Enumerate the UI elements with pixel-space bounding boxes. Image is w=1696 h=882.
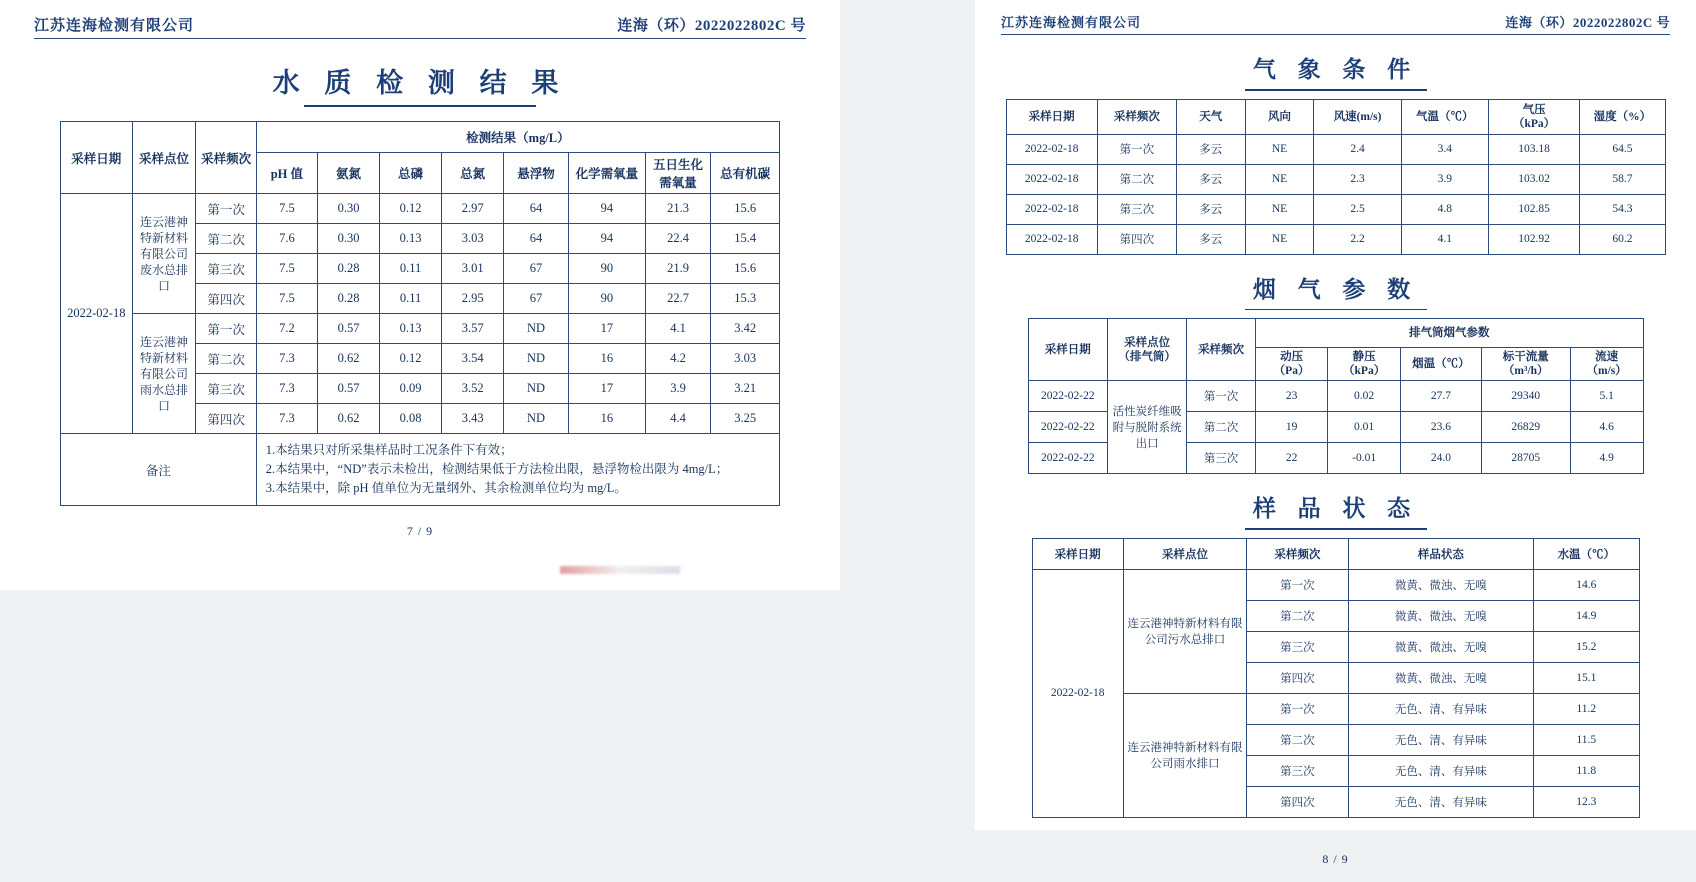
cell-value: 0.62: [317, 344, 379, 374]
cell-value: 3.03: [442, 224, 504, 254]
cell-value: 第二次: [1097, 164, 1176, 194]
col-suspended-solids: 悬浮物: [504, 153, 569, 194]
cell-value: NE: [1245, 224, 1314, 254]
cell-value: 0.57: [317, 374, 379, 404]
col-water-temperature: 水温（℃）: [1534, 538, 1639, 569]
header-report-number: 连海（环）2022022802C 号: [617, 18, 806, 34]
cell-value: 2022-02-22: [1028, 412, 1108, 443]
section-title-sample-status: 样 品 状 态: [1001, 490, 1670, 530]
col-cod: 化学需氧量: [568, 153, 645, 194]
cell-value: 23.6: [1401, 412, 1482, 443]
cell-value: 3.21: [711, 374, 780, 404]
cell-value: 第一次: [1097, 134, 1176, 164]
cell-value: 0.28: [317, 254, 379, 284]
cell-value: -0.01: [1328, 443, 1401, 474]
cell-value: NE: [1245, 134, 1314, 164]
cell-status: 无色、清、有异味: [1348, 755, 1534, 786]
table-row: [1028, 381, 1643, 412]
col-wind-direction: 风向: [1245, 99, 1314, 134]
cell-frequency: 第一次: [1247, 569, 1348, 600]
cell-frequency: 第三次: [196, 254, 256, 284]
cell-value: 2022-02-18: [1006, 194, 1097, 224]
cell-frequency: 第四次: [196, 404, 256, 434]
cell-value: 7.5: [256, 254, 317, 284]
title-underline: [1245, 528, 1427, 530]
cell-value: 7.3: [256, 374, 317, 404]
cell-frequency: 第二次: [1247, 724, 1348, 755]
cell-value: 4.6: [1570, 412, 1643, 443]
col-dynamic-pressure: [1256, 348, 1328, 381]
cell-value: 17: [568, 374, 645, 404]
col-total-nitrogen: 总氮: [442, 153, 504, 194]
water-quality-table: [60, 121, 780, 506]
cell-value: 0.09: [380, 374, 442, 404]
cell-value: 2.95: [442, 284, 504, 314]
cell-status: 微黄、微浊、无嗅: [1348, 662, 1534, 693]
cell-value: 54.3: [1580, 194, 1665, 224]
section-title-flue-gas: 烟 气 参 数: [1001, 271, 1670, 311]
table-row: [1032, 569, 1639, 600]
cell-value: 7.5: [256, 284, 317, 314]
cell-value: 0.13: [380, 314, 442, 344]
cell-value: 4.4: [645, 404, 710, 434]
weather-conditions-table: [1006, 99, 1666, 255]
cell-value: 3.9: [645, 374, 710, 404]
cell-value: 2022-02-18: [1006, 134, 1097, 164]
cell-value: 7.6: [256, 224, 317, 254]
cell-value: 103.02: [1488, 164, 1579, 194]
cell-value: 29340: [1481, 381, 1570, 412]
cell-value: 15.3: [711, 284, 780, 314]
cell-value: 0.08: [380, 404, 442, 434]
table-header-row: [1028, 319, 1643, 348]
cell-frequency: 第四次: [1247, 786, 1348, 817]
col-group-stack-params: 排气筒烟气参数: [1256, 319, 1644, 348]
page-title-water-quality: 水 质 检 测 结 果: [34, 61, 806, 107]
cell-sampling-point: 活性炭纤维吸附与脱附系统出口: [1108, 381, 1187, 474]
cell-value: 22.7: [645, 284, 710, 314]
cell-value: 22: [1256, 443, 1328, 474]
cell-value: 64: [504, 224, 569, 254]
cell-value: ND: [504, 314, 569, 344]
col-standard-dry-flow-line2: （m³/h）: [1502, 365, 1549, 378]
col-standard-dry-flow-line1: 标干流量: [1502, 351, 1549, 364]
col-ph: pH 值: [256, 153, 317, 194]
cell-value: 多云: [1176, 134, 1245, 164]
col-sampling-frequency: 采样频次: [1247, 538, 1348, 569]
table-row: [1032, 693, 1639, 724]
cell-value: 90: [568, 254, 645, 284]
cell-water-temperature: 12.3: [1534, 786, 1639, 817]
cell-value: 0.30: [317, 224, 379, 254]
cell-water-temperature: 15.1: [1534, 662, 1639, 693]
cell-value: 0.02: [1328, 381, 1401, 412]
cell-water-temperature: 11.8: [1534, 755, 1639, 786]
cell-value: 3.42: [711, 314, 780, 344]
cell-value: 2.3: [1314, 164, 1401, 194]
cell-value: 26829: [1481, 412, 1570, 443]
cell-value: 0.01: [1328, 412, 1401, 443]
cell-value: 21.3: [645, 194, 710, 224]
cell-status: 微黄、微浊、无嗅: [1348, 631, 1534, 662]
cell-value: 15.6: [711, 254, 780, 284]
cell-value: NE: [1245, 194, 1314, 224]
cell-value: 3.9: [1401, 164, 1488, 194]
remark-line: 3.本结果中，除 pH 值单位为无量纲外、其余检测单位均为 mg/L。: [265, 481, 627, 495]
title-underline: [304, 105, 536, 107]
cell-value: 2022-02-18: [1006, 224, 1097, 254]
col-static-pressure: [1328, 348, 1401, 381]
cell-value: 4.8: [1401, 194, 1488, 224]
title-underline: [1245, 89, 1427, 91]
cell-frequency: 第一次: [1187, 381, 1256, 412]
cell-value: 多云: [1176, 224, 1245, 254]
cell-value: 3.25: [711, 404, 780, 434]
cell-value: 60.2: [1580, 224, 1665, 254]
cell-frequency: 第二次: [196, 344, 256, 374]
cell-sampling-point-1: 连云港神特新材料有限公司废水总排口: [132, 194, 196, 314]
col-weather: 天气: [1176, 99, 1245, 134]
cell-frequency: 第四次: [1247, 662, 1348, 693]
cell-value: 3.01: [442, 254, 504, 284]
cell-status: 无色、清、有异味: [1348, 693, 1534, 724]
cell-frequency: 第三次: [196, 374, 256, 404]
cell-value: 4.9: [1570, 443, 1643, 474]
col-air-pressure: [1488, 99, 1579, 134]
col-sampling-point-line1: 采样点位: [1124, 336, 1171, 349]
table-row: [61, 194, 780, 224]
cell-value: 24.0: [1401, 443, 1482, 474]
cell-value: 64.5: [1580, 134, 1665, 164]
cell-value: 3.54: [442, 344, 504, 374]
cell-value: 3.03: [711, 344, 780, 374]
cell-value: 第四次: [1097, 224, 1176, 254]
col-sampling-date: 采样日期: [61, 122, 133, 194]
cell-status: 微黄、微浊、无嗅: [1348, 600, 1534, 631]
header-report-number: 连海（环）2022022802C 号: [1505, 15, 1670, 30]
cell-value: 7.3: [256, 404, 317, 434]
col-sampling-point: 采样点位: [1123, 538, 1246, 569]
cell-value: 多云: [1176, 164, 1245, 194]
table-header-row: [61, 122, 780, 153]
cell-value: 94: [568, 224, 645, 254]
col-bod5: 五日生化需氧量: [645, 153, 710, 194]
col-ammonia: 氨氮: [317, 153, 379, 194]
document-page-right: [975, 0, 1696, 866]
cell-value: 7.5: [256, 194, 317, 224]
section-title-weather: 气 象 条 件: [1001, 51, 1670, 91]
page-number-right: 8 / 9: [1322, 851, 1349, 866]
cell-water-temperature: 11.5: [1534, 724, 1639, 755]
col-stack-temperature: 烟温（℃）: [1401, 348, 1482, 381]
col-static-pressure-line1: 静压: [1352, 351, 1376, 364]
col-toc: 总有机碳: [711, 153, 780, 194]
cell-value: 0.12: [380, 344, 442, 374]
scan-smudge-mark: [560, 566, 680, 574]
cell-value: 22.4: [645, 224, 710, 254]
cell-value: 94: [568, 194, 645, 224]
cell-value: ND: [504, 404, 569, 434]
cell-frequency: 第二次: [1247, 600, 1348, 631]
cell-water-temperature: 14.6: [1534, 569, 1639, 600]
cell-value: 3.57: [442, 314, 504, 344]
col-air-pressure-line2: （kPa）: [1512, 117, 1556, 130]
cell-value: 0.11: [380, 254, 442, 284]
col-sample-status: 样品状态: [1348, 538, 1534, 569]
header-company-name: 江苏连海检测有限公司: [34, 18, 195, 34]
cell-value: 17: [568, 314, 645, 344]
cell-value: 103.18: [1488, 134, 1579, 164]
cell-water-temperature: 15.2: [1534, 631, 1639, 662]
col-sampling-frequency: 采样频次: [1187, 319, 1256, 381]
cell-value: 4.2: [645, 344, 710, 374]
col-wind-speed: 风速(m/s): [1314, 99, 1401, 134]
cell-value: 90: [568, 284, 645, 314]
col-sampling-date: 采样日期: [1032, 538, 1123, 569]
cell-value: 多云: [1176, 194, 1245, 224]
table-header-row: [1032, 538, 1639, 569]
col-sampling-point-line2: （排气筒）: [1118, 350, 1176, 363]
cell-frequency: 第三次: [1187, 443, 1256, 474]
table-row: [1006, 194, 1665, 224]
cell-frequency: 第三次: [1247, 631, 1348, 662]
col-group-results: 检测结果（mg/L）: [256, 122, 779, 153]
cell-value: 27.7: [1401, 381, 1482, 412]
cell-value: 15.4: [711, 224, 780, 254]
remark-line: 1.本结果只对所采集样品时工况条件下有效；: [265, 443, 513, 457]
cell-value: 7.2: [256, 314, 317, 344]
col-static-pressure-line2: （kPa）: [1343, 365, 1386, 378]
col-sampling-date: 采样日期: [1028, 319, 1108, 381]
cell-value: 2.2: [1314, 224, 1401, 254]
cell-value: 0.12: [380, 194, 442, 224]
table-row: [1006, 134, 1665, 164]
table-remark-row: [61, 434, 780, 506]
cell-frequency: 第三次: [1247, 755, 1348, 786]
table-row: [1006, 164, 1665, 194]
cell-water-temperature: 14.9: [1534, 600, 1639, 631]
col-sampling-frequency: 采样频次: [196, 122, 256, 194]
col-sampling-frequency: 采样频次: [1097, 99, 1176, 134]
cell-value: 28705: [1481, 443, 1570, 474]
col-sampling-date: 采样日期: [1006, 99, 1097, 134]
col-sampling-point: 采样点位: [132, 122, 196, 194]
cell-value: 3.52: [442, 374, 504, 404]
cell-value: 16: [568, 404, 645, 434]
cell-value: 15.6: [711, 194, 780, 224]
col-sampling-point: [1108, 319, 1187, 381]
cell-status: 无色、清、有异味: [1348, 786, 1534, 817]
cell-value: 2.97: [442, 194, 504, 224]
cell-sampling-point-2: 连云港神特新材料有限公司雨水排口: [1123, 693, 1246, 817]
cell-value: 4.1: [1401, 224, 1488, 254]
cell-value: 67: [504, 284, 569, 314]
cell-value: ND: [504, 344, 569, 374]
table-header-row: [1006, 99, 1665, 134]
col-dynamic-pressure-line1: 动压: [1280, 351, 1304, 364]
cell-frequency: 第一次: [196, 314, 256, 344]
header-company-name: 江苏连海检测有限公司: [1001, 15, 1142, 30]
cell-value: 67: [504, 254, 569, 284]
sample-status-table: [1032, 538, 1640, 818]
document-page-left: [0, 0, 840, 590]
cell-value: 2022-02-22: [1028, 443, 1108, 474]
cell-value: ND: [504, 374, 569, 404]
cell-value: 21.9: [645, 254, 710, 284]
flue-gas-parameters-table: [1028, 318, 1644, 474]
cell-value: 0.13: [380, 224, 442, 254]
col-velocity-line1: 流速: [1595, 351, 1619, 364]
cell-value: 2022-02-22: [1028, 381, 1108, 412]
cell-value: 第三次: [1097, 194, 1176, 224]
cell-status: 无色、清、有异味: [1348, 724, 1534, 755]
col-total-phosphorus: 总磷: [380, 153, 442, 194]
page-header-right: [1001, 12, 1670, 35]
remark-label: 备注: [61, 434, 257, 506]
remark-content: [256, 434, 779, 506]
cell-frequency: 第一次: [1247, 693, 1348, 724]
cell-value: 2.5: [1314, 194, 1401, 224]
cell-value: 102.92: [1488, 224, 1579, 254]
cell-value: 3.4: [1401, 134, 1488, 164]
col-air-temperature: 气温（℃）: [1401, 99, 1488, 134]
cell-value: 2.4: [1314, 134, 1401, 164]
cell-value: 5.1: [1570, 381, 1643, 412]
page-number-left: 7 / 9: [406, 524, 434, 538]
col-dynamic-pressure-line2: （Pa）: [1273, 365, 1310, 378]
cell-frequency: 第一次: [196, 194, 256, 224]
cell-water-temperature: 11.2: [1534, 693, 1639, 724]
cell-value: 102.85: [1488, 194, 1579, 224]
page-header-left: [34, 14, 806, 39]
cell-value: 16: [568, 344, 645, 374]
cell-value: 64: [504, 194, 569, 224]
cell-value: 0.11: [380, 284, 442, 314]
cell-value: 4.1: [645, 314, 710, 344]
cell-value: 23: [1256, 381, 1328, 412]
table-row: [61, 314, 780, 344]
cell-sampling-date: 2022-02-18: [61, 194, 133, 434]
cell-value: NE: [1245, 164, 1314, 194]
col-velocity: [1570, 348, 1643, 381]
cell-status: 微黄、微浊、无嗅: [1348, 569, 1534, 600]
cell-value: 58.7: [1580, 164, 1665, 194]
col-velocity-line2: （m/s）: [1586, 365, 1627, 378]
cell-frequency: 第二次: [196, 224, 256, 254]
cell-sampling-date: 2022-02-18: [1032, 569, 1123, 817]
cell-sampling-point-1: 连云港神特新材料有限公司污水总排口: [1123, 569, 1246, 693]
cell-value: 2022-02-18: [1006, 164, 1097, 194]
cell-value: 3.43: [442, 404, 504, 434]
cell-value: 19: [1256, 412, 1328, 443]
cell-value: 0.62: [317, 404, 379, 434]
cell-value: 0.28: [317, 284, 379, 314]
col-air-pressure-line1: 气压: [1522, 103, 1546, 116]
table-row: [1006, 224, 1665, 254]
cell-frequency: 第二次: [1187, 412, 1256, 443]
cell-sampling-point-2: 连云港神特新材料有限公司雨水总排口: [132, 314, 196, 434]
cell-value: 7.3: [256, 344, 317, 374]
col-standard-dry-flow: [1481, 348, 1570, 381]
title-underline: [1245, 309, 1427, 311]
col-humidity: 湿度（%）: [1580, 99, 1665, 134]
cell-value: 0.57: [317, 314, 379, 344]
cell-frequency: 第四次: [196, 284, 256, 314]
remark-line: 2.本结果中，“ND”表示未检出，检测结果低于方法检出限，悬浮物检出限为 4mg/L；: [265, 462, 729, 476]
cell-value: 0.30: [317, 194, 379, 224]
